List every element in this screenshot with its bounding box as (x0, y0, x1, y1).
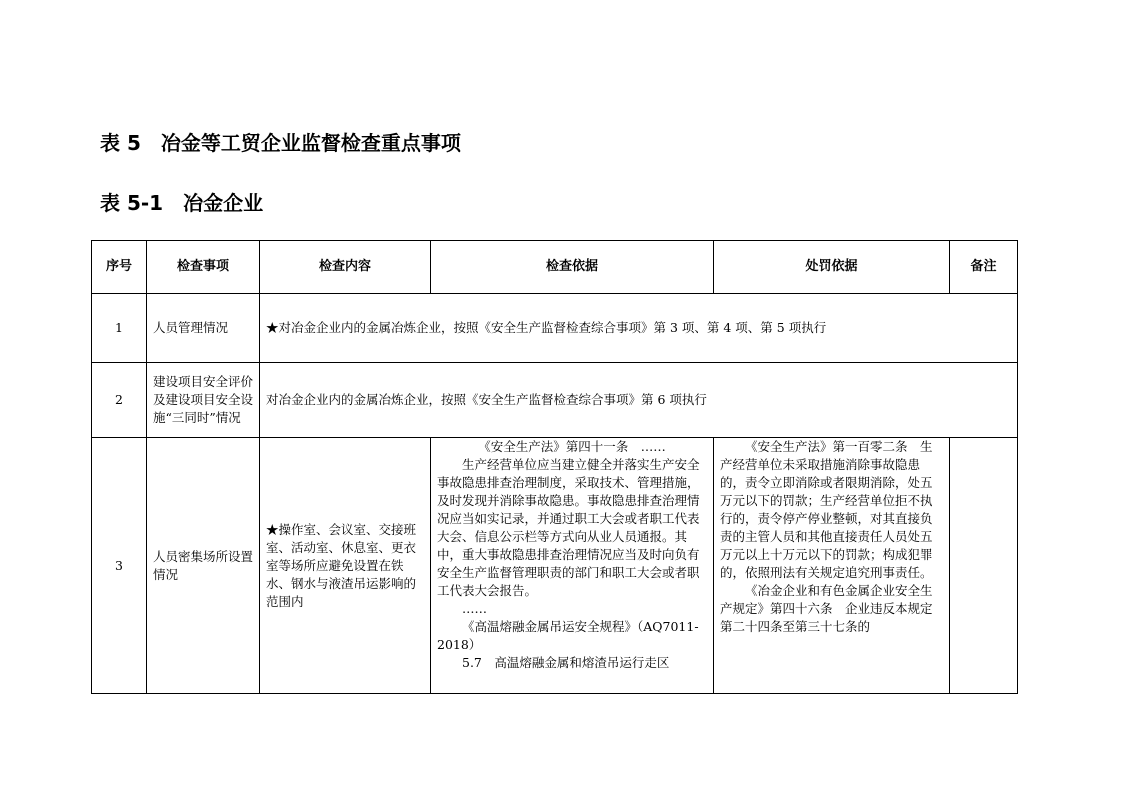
row-basis (431, 438, 714, 694)
penalty-law-text: 《安全生产法》第一百零二条 生产经营单位未采取措施消除事故隐患的，责令立即消除或者限期消除，处五万元以下的罚款；生产经营单位拒不执行的，责令停产停业整顿，对其直接负责的主管人员和其他直接责任人员处五万元以上十万元以下的罚款；构成犯罪的，依照刑法有关规定追究刑事责任。 (720, 439, 933, 580)
header-content: 检查内容 (260, 241, 431, 294)
header-item: 检查事项 (147, 241, 260, 294)
row-remark (950, 438, 1018, 694)
row-merged-note: 对冶金企业内的金属冶炼企业，按照《安全生产监督检查综合事项》第 6 项执行 (260, 363, 1018, 438)
row-number: 3 (92, 438, 147, 694)
basis-standard-clause: 5.7 高温熔融金属和熔渣吊运行走区 (462, 655, 670, 670)
row-number: 1 (92, 294, 147, 363)
row-content: ★操作室、会议室、交接班室、活动室、休息室、更衣室等场所应避免设置在铁水、钢水与液渣吊运影响的范围内 (260, 438, 431, 694)
header-no: 序号 (92, 241, 147, 294)
table-header-row (92, 241, 1018, 294)
basis-standard-heading: 《高温熔融金属吊运安全规程》（AQ7011-2018） (437, 619, 699, 652)
basis-law-heading: 《安全生产法》第四十一条 …… (478, 439, 666, 454)
row-item: 人员密集场所设置情况 (147, 438, 260, 694)
basis-law-text: 生产经营单位应当建立健全并落实生产安全事故隐患排查治理制度，采取技术、管理措施，及时发现并消除事故隐患。事故隐患排查治理情况应当如实记录，并通过职工大会或者职工代表大会、信息公示栏等方式向从业人员通报。其中，重大事故隐患排查治理情况应当及时向负有安全生产监督管理职责的部门和职工大会或者职工代表大会报告。 (437, 457, 700, 598)
header-remark: 备注 (950, 241, 1018, 294)
header-basis: 检查依据 (431, 241, 714, 294)
row-item: 建设项目安全评价及建设项目安全设施“三同时”情况 (147, 363, 260, 438)
inspection-table (91, 240, 1018, 694)
table-row (92, 363, 1018, 438)
basis-ellipsis: …… (462, 601, 487, 616)
document-title: 表 5 冶金等工贸企业监督检查重点事项 (100, 131, 461, 155)
row-item: 人员管理情况 (147, 294, 260, 363)
row-penalty (714, 438, 950, 694)
penalty-regulation-text: 《冶金企业和有色金属企业安全生产规定》第四十六条 企业违反本规定第二十四条至第三十七条的 (720, 583, 933, 634)
row-number: 2 (92, 363, 147, 438)
table-row (92, 294, 1018, 363)
row-merged-note: ★对冶金企业内的金属冶炼企业，按照《安全生产监督检查综合事项》第 3 项、第 4 项、第 5 项执行 (260, 294, 1018, 363)
header-penalty: 处罚依据 (714, 241, 950, 294)
table-row (92, 438, 1018, 694)
table-subtitle: 表 5-1 冶金企业 (100, 191, 264, 215)
